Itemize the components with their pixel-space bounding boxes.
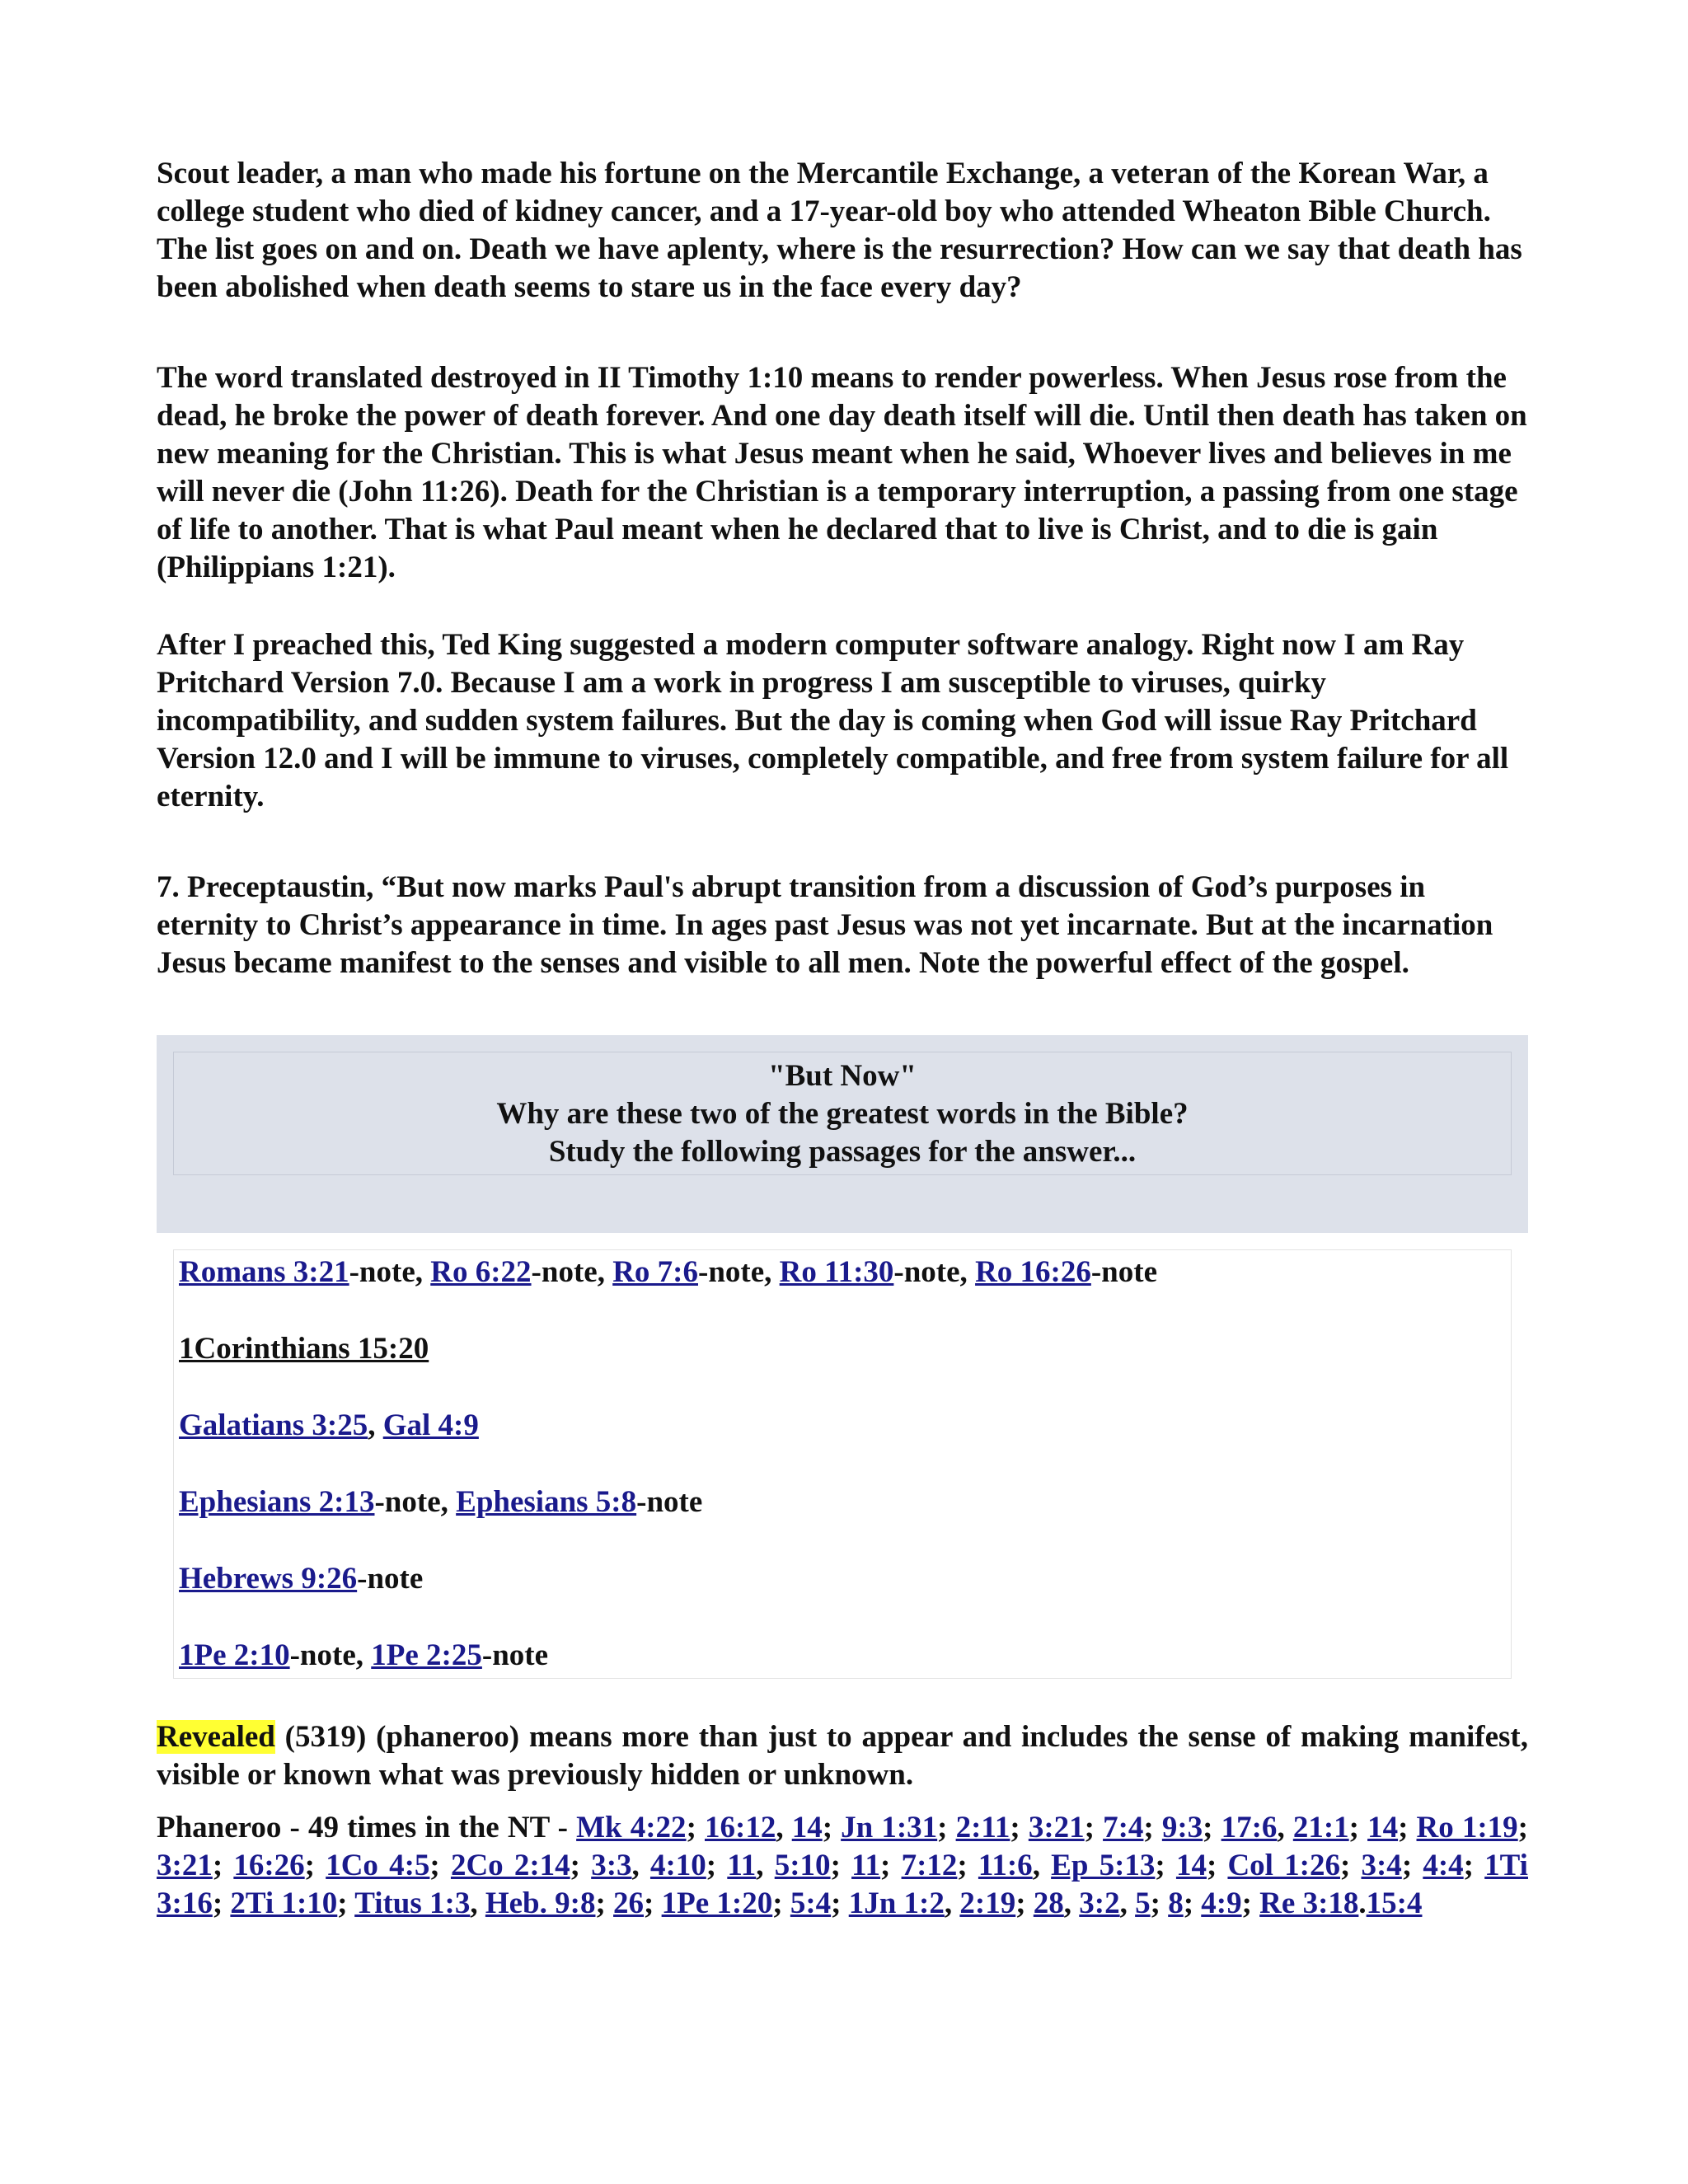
ref-separator: ,: [944, 1886, 960, 1920]
ref-separator: ,: [776, 1811, 792, 1844]
phaneroo-ref-link[interactable]: 2:19: [959, 1886, 1016, 1920]
ref-separator: ;: [1015, 1886, 1034, 1920]
ref-separator: .: [1358, 1886, 1367, 1920]
but-now-callout: [157, 1035, 1528, 1233]
link-ro-11-30[interactable]: Ro 11:30: [779, 1255, 894, 1289]
ref-separator: ;: [1155, 1849, 1176, 1882]
ref-separator: ,: [470, 1886, 485, 1920]
ref-separator: ;: [304, 1849, 326, 1882]
peter-refs-row: 1Pe 2:10-note, 1Pe 2:25-note: [179, 1638, 549, 1672]
ref-separator: ;: [772, 1886, 790, 1920]
phaneroo-ref-link[interactable]: 16:26: [233, 1849, 305, 1882]
phaneroo-ref-link[interactable]: 2Co 2:14: [450, 1849, 570, 1882]
ref-separator: ,: [631, 1849, 650, 1882]
link-romans-3-21[interactable]: Romans 3:21: [179, 1255, 349, 1289]
ref-separator: ;: [1206, 1849, 1228, 1882]
phaneroo-ref-link[interactable]: 3:3: [591, 1849, 632, 1882]
link-gal-4-9[interactable]: Gal 4:9: [382, 1408, 479, 1442]
phaneroo-ref-link[interactable]: Mk 4:22: [576, 1811, 687, 1844]
phaneroo-ref-link[interactable]: 1Ti 3:16: [157, 1849, 1528, 1920]
phaneroo-ref-link[interactable]: 3:21: [157, 1849, 213, 1882]
phaneroo-ref-link[interactable]: 4:4: [1423, 1849, 1464, 1882]
callout-title: "But Now": [768, 1059, 917, 1093]
phaneroo-ref-link[interactable]: 26: [613, 1886, 645, 1920]
paragraph-destroyed-meaning: The word translated destroyed in II Timothy 1:10 means to render powerless. When Jesus rose from the dead, he broke the power of death forever. And one day death itself will die. Until then death has taken on new meaning for the Christian. This is what Jesus meant when he said, Whoever lives and believes in me will never die (John 11:26). Death for the Christian is a temporary interruption, a passing from one stage of life to another. That is what Paul meant when he declared that to live is Christ, and to die is gain (Philippians 1:21).: [157, 361, 1527, 584]
callout-instruction: Study the following passages for the answer...: [548, 1135, 1137, 1169]
ref-separator: ;: [831, 1886, 849, 1920]
phaneroo-ref-link[interactable]: 7:12: [901, 1849, 958, 1882]
link-1pe-2-25[interactable]: 1Pe 2:25: [371, 1638, 482, 1672]
corinthians-refs-row: [179, 1330, 1506, 1368]
phaneroo-ref-link[interactable]: 8: [1168, 1886, 1184, 1920]
phaneroo-ref-link[interactable]: 14: [1367, 1811, 1399, 1844]
paragraph-revealed-definition: [157, 1718, 1528, 1794]
ref-separator: ;: [212, 1886, 231, 1920]
ref-separator: ;: [822, 1811, 842, 1844]
ref-separator: ;: [1517, 1811, 1528, 1844]
link-ro-7-6[interactable]: Ro 7:6: [612, 1255, 698, 1289]
phaneroo-ref-link[interactable]: 3:21: [1028, 1811, 1085, 1844]
phaneroo-ref-link[interactable]: 28: [1033, 1886, 1064, 1920]
romans-refs-row: Romans 3:21-note, Ro 6:22-note, Ro 7:6-note, Ro 11:30-note, Ro 16:26-note: [179, 1255, 1158, 1289]
ref-separator: ;: [1143, 1811, 1162, 1844]
ref-separator: ;: [212, 1849, 234, 1882]
phaneroo-ref-link[interactable]: 7:4: [1103, 1811, 1144, 1844]
revealed-definition-text: (5319) (phaneroo) means more than just to appear and includes the sense of making manifest, visible or known what was previously hidden or unknown.: [157, 1720, 1528, 1792]
link-galatians-3-25[interactable]: Galatians 3:25: [179, 1408, 368, 1442]
ref-separator: ;: [1010, 1811, 1029, 1844]
phaneroo-ref-link[interactable]: 5: [1135, 1886, 1151, 1920]
document-page: [157, 155, 1528, 1923]
highlighted-term-revealed: Revealed: [157, 1720, 275, 1754]
ref-separator: ;: [1398, 1811, 1417, 1844]
phaneroo-ref-link[interactable]: 9:3: [1161, 1811, 1203, 1844]
phaneroo-ref-link[interactable]: 14: [1175, 1849, 1207, 1882]
ref-separator: ;: [957, 1849, 978, 1882]
paragraph-death-list: Scout leader, a man who made his fortune on the Mercantile Exchange, a veteran of the Korean War, a college student who died of kidney cancer, and a 17-year-old boy who attended Wheaton Bible Church. The list goes on and on. Death we have aplenty, where is the resurrection? How can we say that death has been abolished when death seems to stare us in the face every day?: [157, 157, 1522, 304]
ref-separator: ;: [1339, 1849, 1362, 1882]
link-ephesians-2-13[interactable]: Ephesians 2:13: [179, 1485, 375, 1519]
phaneroo-ref-link[interactable]: 11: [851, 1849, 881, 1882]
ref-separator: ,: [1277, 1811, 1293, 1844]
ref-separator: ;: [937, 1811, 956, 1844]
paragraph-preceptaustin: 7. Preceptaustin, “But now marks Paul's abrupt transition from a discussion of God’s purposes in eternity to Christ’s appearance in time. In ages past Jesus was not yet incarnate. But at the incarnation Jesus became manifest to the senses and visible to all men. Note the powerful effect of the gospel.: [157, 870, 1493, 980]
ref-separator: ;: [1203, 1811, 1221, 1844]
hebrews-refs-row: Hebrews 9:26-note: [179, 1562, 424, 1596]
phaneroo-ref-link[interactable]: Jn 1:31: [841, 1811, 938, 1844]
but-now-callout-inner: [173, 1052, 1512, 1175]
phaneroo-ref-link[interactable]: 4:10: [649, 1849, 706, 1882]
ref-separator: ;: [830, 1849, 852, 1882]
ref-separator: ;: [595, 1886, 614, 1920]
phaneroo-ref-link[interactable]: Ep 5:13: [1051, 1849, 1156, 1882]
phaneroo-ref-link[interactable]: 17:6: [1221, 1811, 1278, 1844]
phaneroo-ref-link[interactable]: Ro 1:19: [1416, 1811, 1518, 1844]
ref-separator: ;: [1401, 1849, 1423, 1882]
ref-separator: ;: [1084, 1811, 1104, 1844]
link-hebrews-9-26[interactable]: Hebrews 9:26: [179, 1562, 358, 1596]
phaneroo-ref-link[interactable]: 3:2: [1079, 1886, 1120, 1920]
link-ro-16-26[interactable]: Ro 16:26: [975, 1255, 1091, 1289]
but-now-reference-list: [173, 1249, 1512, 1679]
ref-separator: ;: [570, 1849, 592, 1882]
phaneroo-intro: Phaneroo - 49 times in the NT -: [157, 1811, 577, 1844]
ref-separator: ;: [1463, 1849, 1485, 1882]
link-ro-6-22[interactable]: Ro 6:22: [430, 1255, 532, 1289]
link-ephesians-5-8[interactable]: Ephesians 5:8: [456, 1485, 637, 1519]
ref-separator: ;: [1183, 1886, 1202, 1920]
ref-separator: ;: [1241, 1886, 1260, 1920]
ref-separator: ;: [686, 1811, 705, 1844]
phaneroo-ref-link[interactable]: 1Pe 1:20: [661, 1886, 773, 1920]
phaneroo-ref-link[interactable]: 1Co 4:5: [326, 1849, 430, 1882]
galatians-refs-row: Galatians 3:25, Gal 4:9: [179, 1408, 479, 1442]
phaneroo-ref-link[interactable]: 21:1: [1292, 1811, 1349, 1844]
ref-separator: ,: [1063, 1886, 1080, 1920]
phaneroo-ref-link[interactable]: 14: [791, 1811, 823, 1844]
ephesians-refs-row: Ephesians 2:13-note, Ephesians 5:8-note: [179, 1485, 703, 1519]
phaneroo-ref-link[interactable]: 4:9: [1201, 1886, 1242, 1920]
ref-separator: ;: [880, 1849, 902, 1882]
paragraph-software-analogy: After I preached this, Ted King suggested a modern computer software analogy. Right now I am Ray Pritchard Version 7.0. Because I am a work in progress I am susceptible to viruses, quirky incompatibility, and sudden system failures. But the day is coming when God will issue Ray Pritchard Version 12.0 and I will be immune to viruses, completely compatible, and free from system failure for all eternity.: [157, 628, 1509, 813]
ref-separator: ,: [756, 1849, 775, 1882]
ref-1corinthians-15-20: 1Corinthians 15:20: [179, 1332, 429, 1366]
phaneroo-ref-link[interactable]: 3:4: [1361, 1849, 1402, 1882]
phaneroo-ref-link[interactable]: 16:12: [705, 1811, 776, 1844]
ref-separator: ,: [1032, 1849, 1052, 1882]
phaneroo-ref-link[interactable]: 5:4: [790, 1886, 832, 1920]
phaneroo-ref-link[interactable]: Col 1:26: [1227, 1849, 1340, 1882]
ref-separator: ;: [644, 1886, 662, 1920]
ref-separator: ;: [1150, 1886, 1169, 1920]
phaneroo-ref-link[interactable]: Heb. 9:8: [485, 1886, 596, 1920]
link-1pe-2-10[interactable]: 1Pe 2:10: [179, 1638, 290, 1672]
phaneroo-ref-link[interactable]: 5:10: [774, 1849, 831, 1882]
phaneroo-ref-link[interactable]: 2Ti 1:10: [230, 1886, 338, 1920]
phaneroo-ref-link[interactable]: 11:6: [978, 1849, 1033, 1882]
phaneroo-ref-link[interactable]: 15:4: [1366, 1886, 1423, 1920]
phaneroo-ref-link[interactable]: Re 3:18: [1259, 1886, 1359, 1920]
phaneroo-ref-link[interactable]: 11: [727, 1849, 757, 1882]
phaneroo-ref-link[interactable]: Titus 1:3: [354, 1886, 471, 1920]
callout-question: Why are these two of the greatest words in the Bible?: [496, 1097, 1189, 1131]
ref-separator: ;: [429, 1849, 451, 1882]
paragraph-phaneroo-occurrences: [157, 1809, 1528, 1923]
ref-separator: ,: [1119, 1886, 1136, 1920]
phaneroo-ref-link[interactable]: 2:11: [955, 1811, 1010, 1844]
ref-separator: ;: [337, 1886, 355, 1920]
phaneroo-ref-link[interactable]: 1Jn 1:2: [848, 1886, 945, 1920]
ref-separator: ;: [706, 1849, 728, 1882]
ref-separator: ;: [1348, 1811, 1368, 1844]
